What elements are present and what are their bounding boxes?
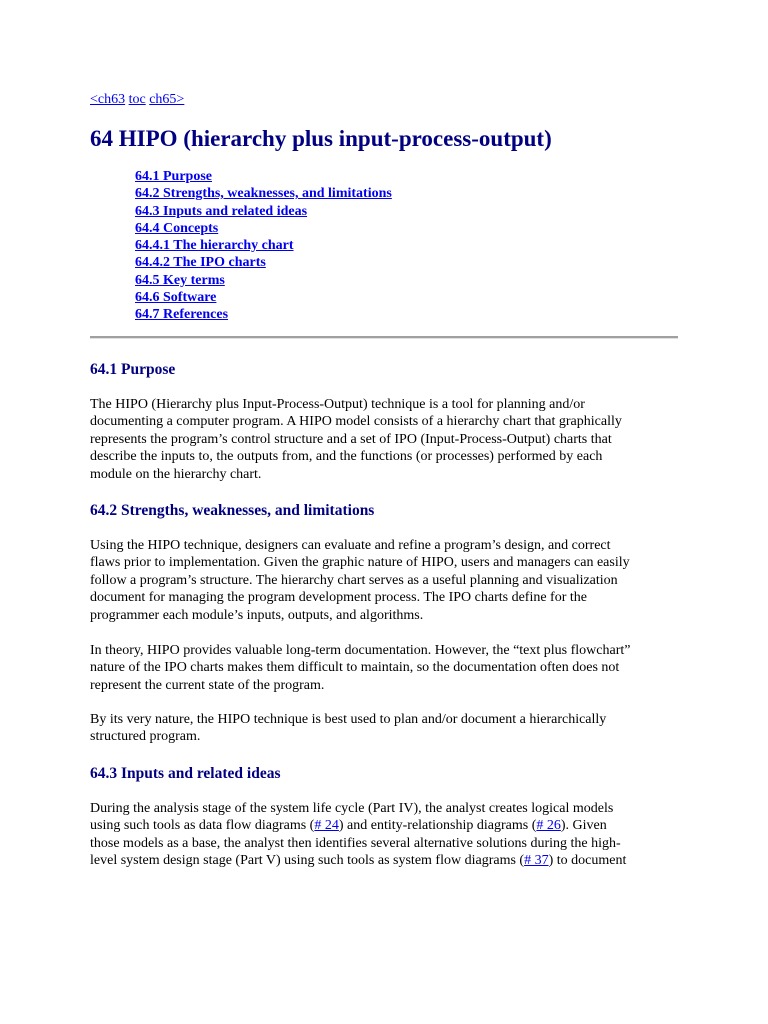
text-line: Using the HIPO technique, designers can evaluate and refine a program’s design, and correct: [90, 538, 611, 553]
cross-reference-link-37[interactable]: # 37: [524, 853, 549, 869]
text-fragment: ) and entity-relationship diagrams (: [338, 818, 537, 834]
text-line: During the analysis stage of the system life cycle (Part IV), the analyst creates logical models: [90, 801, 614, 816]
strengths-paragraph-2: [90, 642, 690, 694]
toc-item: [135, 289, 392, 306]
toc-link-key-terms[interactable]: 64.5 Key terms: [135, 272, 225, 288]
text-line: structured program.: [90, 729, 201, 745]
text-line: The HIPO (Hierarchy plus Input-Process-Output) technique is a tool for planning and/or: [90, 397, 585, 412]
text-fragment: level system design stage (Part V) using such tools as system flow diagrams (: [90, 853, 525, 869]
text-line: nature of the IPO charts makes them difficult to maintain, so the documentation often does not: [90, 660, 620, 676]
text-fragment: using such tools as data flow diagrams (: [90, 818, 315, 834]
text-line: those models as a base, the analyst then identifies several alternative solutions during the high-: [90, 835, 621, 851]
toc-item: [135, 272, 392, 289]
next-chapter-link[interactable]: ch65>: [149, 92, 185, 107]
text-line: follow a program’s structure. The hierarchy chart serves as a useful planning and visualization: [90, 572, 618, 588]
toc-item: [135, 254, 392, 271]
section-heading-inputs: 64.3 Inputs and related ideas: [90, 765, 281, 782]
purpose-paragraph: [90, 396, 690, 483]
chapter-navigation: [90, 91, 184, 109]
text-line: By its very nature, the HIPO technique is best used to plan and/or document a hierarchically: [90, 712, 607, 727]
toc-link-references[interactable]: 64.7 References: [135, 307, 229, 323]
inputs-paragraph: [90, 800, 690, 870]
toc-item: [135, 203, 392, 220]
text-line: In theory, HIPO provides valuable long-term documentation. However, the “text plus flowchart”: [90, 643, 631, 658]
cross-reference-link-24[interactable]: # 24: [314, 818, 339, 834]
toc-link-purpose[interactable]: 64.1 Purpose: [135, 169, 212, 184]
toc-link[interactable]: toc: [128, 92, 146, 107]
text-line: document for managing the program development process. The IPO charts define for the: [90, 590, 587, 606]
section-heading-strengths: 64.2 Strengths, weaknesses, and limitations: [90, 502, 375, 519]
text-line: describe the inputs to, the outputs from, and the functions (or processes) performed by each: [90, 449, 603, 465]
text-line: [90, 852, 690, 869]
strengths-paragraph-1: [90, 537, 690, 624]
text-line: represent the current state of the program.: [90, 677, 325, 693]
section-heading-purpose: 64.1 Purpose: [90, 361, 176, 378]
text-line: flaws prior to implementation. Given the graphic nature of HIPO, users and managers can easily: [90, 555, 630, 571]
toc-link-software[interactable]: 64.6 Software: [135, 290, 217, 306]
toc-link-hierarchy-chart[interactable]: 64.4.1 The hierarchy chart: [135, 238, 294, 254]
cross-reference-link-26[interactable]: # 26: [536, 818, 561, 834]
toc-link-ipo-charts[interactable]: 64.4.2 The IPO charts: [135, 255, 266, 271]
table-of-contents: [135, 168, 392, 324]
text-line: documenting a computer program. A HIPO model consists of a hierarchy chart that graphically: [90, 414, 622, 430]
toc-item: [135, 220, 392, 237]
strengths-paragraph-3: [90, 711, 690, 746]
toc-item: [135, 237, 392, 254]
toc-item: [135, 185, 392, 202]
text-line: represents the program’s control structure and a set of IPO (Input-Process-Output) charts that: [90, 431, 612, 447]
page-title: 64 HIPO (hierarchy plus input-process-output): [90, 126, 552, 151]
text-fragment: ) to document: [548, 853, 627, 869]
toc-link-inputs[interactable]: 64.3 Inputs and related ideas: [135, 203, 308, 219]
previous-chapter-link[interactable]: <ch63: [90, 92, 126, 107]
toc-link-concepts[interactable]: 64.4 Concepts: [135, 220, 219, 236]
text-fragment: ). Given: [560, 818, 607, 834]
toc-item: [135, 306, 392, 323]
toc-item: [135, 168, 392, 185]
text-line: programmer each module’s inputs, outputs, and algorithms.: [90, 607, 424, 623]
horizontal-divider: [90, 336, 678, 339]
toc-link-strengths[interactable]: 64.2 Strengths, weaknesses, and limitations: [135, 186, 392, 202]
text-line: module on the hierarchy chart.: [90, 466, 262, 482]
text-line: [90, 817, 690, 834]
